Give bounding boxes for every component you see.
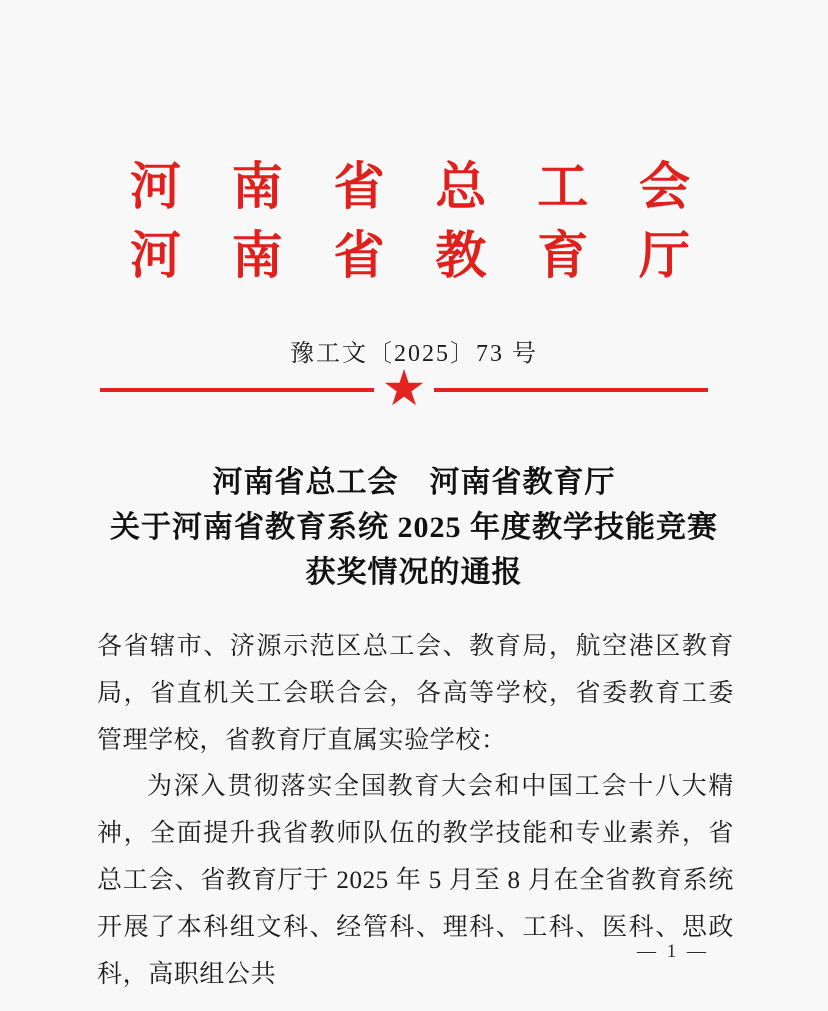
body-paragraph-1: 为深入贯彻落实全国教育大会和中国工会十八大精神，全面提升我省教师队伍的教学技能和专业素养，省总工会、省教育厅于 2025 年 5 月至 8 月在全省教育系统开展了本科组文科、经管科、理科、工科、医科、思政科，高职组公共 (97, 773, 734, 988)
star-icon: ★ (381, 360, 427, 416)
document-title-line-3: 获奖情况的通报 (305, 556, 523, 589)
letterhead-org-line-1: 河 南 省 总 工 会 (130, 159, 690, 216)
document-title (96, 460, 732, 595)
document-number: 豫工文〔2025〕73 号 (290, 341, 538, 367)
body-paragraph-salutation: 各省辖市、济源示范区总工会、教育局，航空港区教育局，省直机关工会联合会，各高等学校，省委教育工委管理学校，省教育厅直属实验学校： (97, 633, 734, 754)
divider-line-right (434, 388, 708, 392)
divider-line-left (100, 388, 374, 392)
letterhead-divider (100, 360, 708, 416)
document-title-line-1: 河南省总工会 河南省教育厅 (212, 466, 616, 499)
document-title-line-2: 关于河南省教育系统 2025 年度教学技能竞赛 (110, 511, 718, 544)
letterhead-org-line-2: 河 南 省 教 育 厅 (130, 228, 690, 285)
page-number: — 1 — (637, 941, 709, 962)
